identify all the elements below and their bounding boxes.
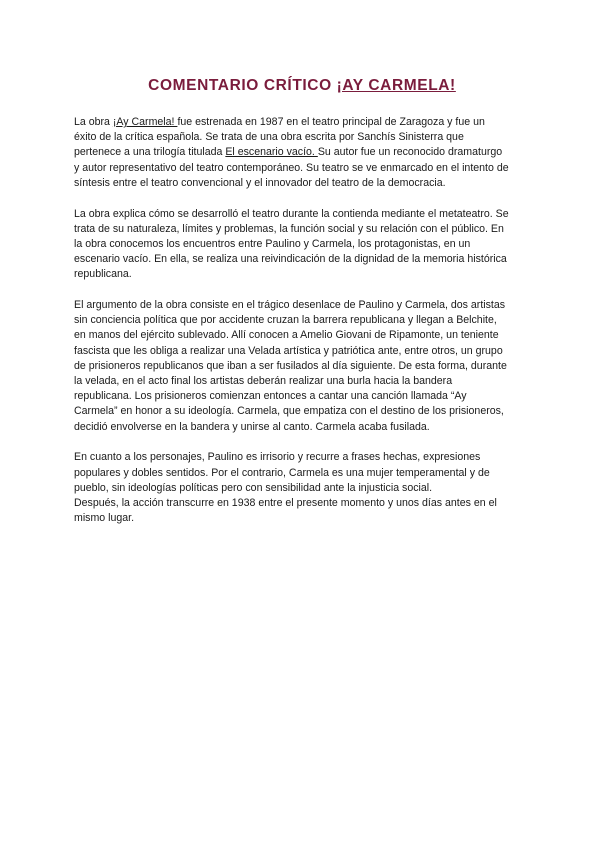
text-segment: la obra conocemos los encuentros entre Paulino y Carmela, los protagonistas, en un: [74, 237, 471, 250]
text-segment: Su autor fue un reconocido dramaturgo: [317, 146, 503, 159]
text-segment: de prisioneros republicanos que iban a ser fusilados al día siguiente. De esta forma, durante: [74, 359, 507, 372]
paragraph: [74, 207, 530, 283]
text-segment: fue estrenada en 1987 en el teatro principal de Zaragoza y fue un: [177, 116, 485, 128]
text-segment: fascista que les obliga a realizar una Velada artística y patriótica ante, entre otros, un grupo: [74, 344, 503, 357]
text-line: [74, 328, 530, 343]
text-line: [74, 374, 530, 389]
text-line: [74, 207, 530, 222]
text-line: [74, 389, 530, 404]
text-line: [74, 161, 530, 176]
text-segment: escenario vacío. En ella, se realiza una reivindicación de la dignidad de la memoria histórica: [74, 253, 507, 266]
text-line: [74, 237, 530, 252]
text-line: [74, 496, 530, 511]
paragraph: [74, 115, 530, 191]
text-segment: En cuanto a los personajes, Paulino es irrisorio y recurre a frases hechas, expresiones: [74, 451, 481, 464]
text-segment: Después, la acción transcurre en 1938 entre el presente momento y unos días antes en el: [74, 496, 497, 509]
text-line: [74, 298, 530, 313]
text-segment: en manos del ejército sublevado. Allí conocen a Amelio Giovani de Ripamonte, un teniente: [74, 329, 499, 342]
text-segment: trata de su naturaleza, límites y problemas, la función social y su relación con el público. En: [74, 222, 504, 235]
title-work-name: ¡AY CARMELA!: [336, 77, 456, 94]
text-segment: pueblo, sin ideologías políticas pero con sensibilidad ante la injusticia social.: [74, 481, 433, 494]
text-line: [74, 313, 530, 328]
text-line: [74, 511, 530, 526]
text-segment: republicana. Los prisioneros comienzan entonces a cantar una canción llamada “Ay: [74, 390, 467, 403]
text-segment: La obra: [74, 116, 113, 128]
text-line: [74, 115, 530, 130]
text-line: [74, 481, 530, 496]
body-text: [74, 115, 530, 526]
text-segment: Carmela” en honor a su ideología. Carmela, que empatiza con el destino de los prisioneros,: [74, 405, 504, 418]
paragraph: [74, 298, 530, 435]
page-title: [74, 77, 530, 95]
text-segment: y autor representativo del teatro contemporáneo. Su teatro se ve enmarcado en el intento de: [74, 161, 509, 174]
text-segment: sin conciencia política que por accidente cruzan la barrera republicana y llegan a Belchite,: [74, 314, 497, 327]
text-segment: La obra explica cómo se desarrolló el teatro durante la contienda mediante el metateatro. Se: [74, 207, 509, 220]
text-line: [74, 344, 530, 359]
text-segment: éxito de la crítica española. Se trata de una obra escrita por Sanchís Sinisterra que: [74, 131, 464, 144]
text-line: [74, 130, 530, 145]
text-segment: la velada, en el acto final los artistas deberán realizar una burla hacia la bandera: [74, 375, 453, 388]
text-segment: pertenece a una trilogía titulada: [74, 146, 226, 159]
text-segment: El argumento de la obra consiste en el trágico desenlace de Paulino y Carmela, dos artistas: [74, 299, 506, 312]
text-line: [74, 252, 530, 267]
text-segment: republicana.: [74, 268, 132, 281]
text-segment: síntesis entre el teatro convencional y el innovador del teatro de la democracia.: [74, 176, 446, 189]
underlined-title: ¡Ay Carmela!: [112, 116, 178, 128]
text-line: [74, 420, 530, 435]
text-line: [74, 466, 530, 481]
title-prefix: COMENTARIO CRÍTICO: [148, 77, 337, 94]
text-segment: populares y dobles sentidos. Por el contrario, Carmela es una mujer temperamental y de: [74, 466, 490, 479]
paragraph: [74, 450, 530, 526]
text-segment: mismo lugar.: [74, 512, 135, 525]
text-line: [74, 176, 530, 191]
text-segment: decidió envolverse en la bandera y unirse al canto. Carmela acaba fusilada.: [74, 420, 430, 433]
text-line: [74, 145, 530, 160]
text-line: [74, 359, 530, 374]
text-line: [74, 404, 530, 419]
text-line: [74, 222, 530, 237]
text-line: [74, 267, 530, 282]
text-line: [74, 450, 530, 465]
underlined-title: El escenario vacío.: [225, 146, 318, 159]
